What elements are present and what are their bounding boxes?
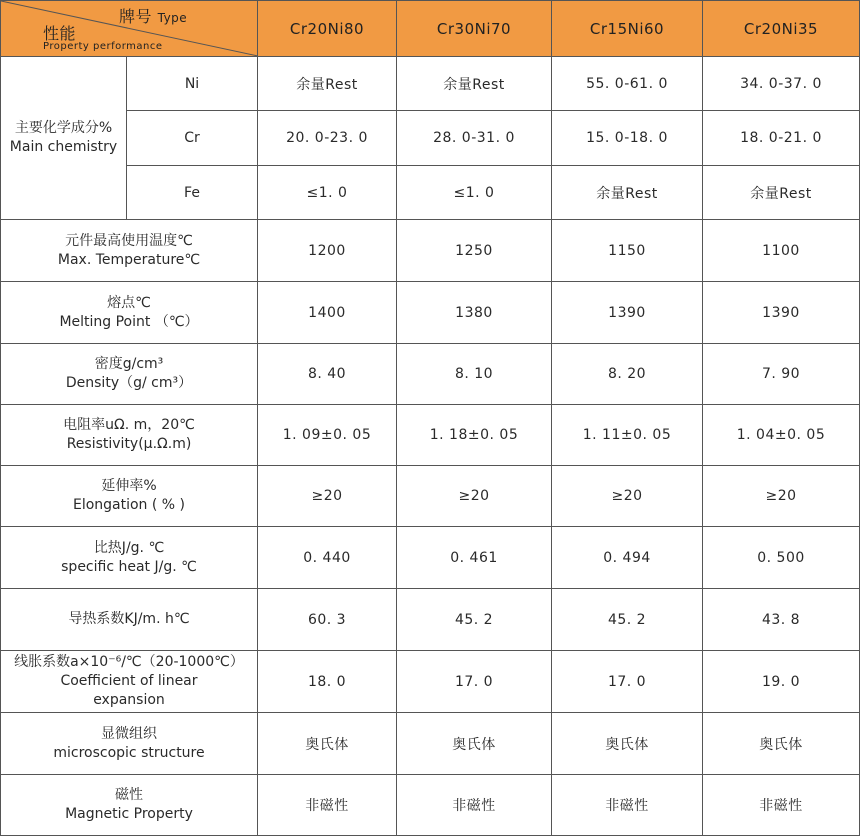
property-label: 线胀系数a×10⁻⁶/℃（20-1000℃） Coefficient of linear expansion — [1, 651, 258, 713]
chem-label-en: Main chemistry — [9, 139, 118, 155]
element-label: Fe — [127, 166, 258, 220]
table-cell: 非磁性 — [397, 775, 552, 836]
element-label: Cr — [127, 111, 258, 166]
table-row — [1, 166, 860, 220]
table-cell: 8. 20 — [552, 344, 703, 405]
table-cell: 20. 0-23. 0 — [258, 111, 397, 166]
table-row — [1, 527, 860, 589]
table-cell: ≥20 — [397, 466, 552, 527]
table-row — [1, 220, 860, 282]
property-label: 磁性 Magnetic Property — [1, 775, 258, 836]
table-row — [1, 405, 860, 466]
col-header-cr15ni60: Cr15Ni60 — [552, 1, 703, 57]
table-cell: 余量Rest — [552, 166, 703, 220]
table-row — [1, 344, 860, 405]
table-cell: ≤1. 0 — [397, 166, 552, 220]
col-header-cr30ni70: Cr30Ni70 — [397, 1, 552, 57]
table-row — [1, 466, 860, 527]
table-cell: 非磁性 — [703, 775, 860, 836]
property-label: 延伸率% Elongation ( % ) — [1, 466, 258, 527]
table-cell: 奥氏体 — [552, 713, 703, 775]
table-cell: ≥20 — [552, 466, 703, 527]
table-cell: 15. 0-18. 0 — [552, 111, 703, 166]
table-cell: 1200 — [258, 220, 397, 282]
table-cell: 奥氏体 — [397, 713, 552, 775]
table-cell: 0. 494 — [552, 527, 703, 589]
table-cell: 18. 0 — [258, 651, 397, 713]
property-label: 比热J/g. ℃ specific heat J/g. ℃ — [1, 527, 258, 589]
table-cell: 17. 0 — [552, 651, 703, 713]
table-cell: 17. 0 — [397, 651, 552, 713]
property-label: 熔点℃ Melting Point （℃） — [1, 282, 258, 344]
table-cell: 余量Rest — [397, 57, 552, 111]
table-cell: 1390 — [703, 282, 860, 344]
header-diagonal-cell — [1, 1, 258, 57]
table-cell: 0. 461 — [397, 527, 552, 589]
col-header-cr20ni80: Cr20Ni80 — [258, 1, 397, 57]
col-header-cr20ni35: Cr20Ni35 — [703, 1, 860, 57]
table-cell: 1390 — [552, 282, 703, 344]
property-label: 密度g/cm³ Density（g/ cm³） — [1, 344, 258, 405]
table-cell: ≥20 — [703, 466, 860, 527]
table-cell: 18. 0-21. 0 — [703, 111, 860, 166]
table-cell: 55. 0-61. 0 — [552, 57, 703, 111]
table-row — [1, 282, 860, 344]
table-cell: 1250 — [397, 220, 552, 282]
table-cell: 余量Rest — [703, 166, 860, 220]
table-cell: ≤1. 0 — [258, 166, 397, 220]
table-cell: 1. 09±0. 05 — [258, 405, 397, 466]
property-label: 元件最高使用温度℃ Max. Temperature℃ — [1, 220, 258, 282]
table-cell: 0. 500 — [703, 527, 860, 589]
table-cell: 1. 18±0. 05 — [397, 405, 552, 466]
table-row — [1, 651, 860, 713]
table-cell: 1150 — [552, 220, 703, 282]
table-cell: 非磁性 — [258, 775, 397, 836]
table-cell: 19. 0 — [703, 651, 860, 713]
table-cell: 1100 — [703, 220, 860, 282]
table-cell: 45. 2 — [397, 589, 552, 651]
table-cell: 8. 40 — [258, 344, 397, 405]
table-cell: 7. 90 — [703, 344, 860, 405]
chem-label-cn: 主要化学成分% — [14, 120, 113, 136]
property-label: 显微组织 microscopic structure — [1, 713, 258, 775]
table-cell: 8. 10 — [397, 344, 552, 405]
header-row — [1, 1, 860, 57]
table-cell: 1. 11±0. 05 — [552, 405, 703, 466]
type-label: 牌号 Type — [119, 7, 188, 26]
table-cell: 余量Rest — [258, 57, 397, 111]
table-cell: ≥20 — [258, 466, 397, 527]
table-row — [1, 589, 860, 651]
table-cell: 奥氏体 — [703, 713, 860, 775]
table-row — [1, 713, 860, 775]
table-row — [1, 775, 860, 836]
table-cell: 60. 3 — [258, 589, 397, 651]
property-label-cn: 性能 — [43, 24, 77, 43]
table-cell: 1380 — [397, 282, 552, 344]
table-cell: 奥氏体 — [258, 713, 397, 775]
table-cell: 1. 04±0. 05 — [703, 405, 860, 466]
table-row — [1, 57, 860, 111]
table-cell: 0. 440 — [258, 527, 397, 589]
table-cell: 非磁性 — [552, 775, 703, 836]
element-label: Ni — [127, 57, 258, 111]
property-label: 导热系数KJ/m. h℃ — [1, 589, 258, 651]
table-cell: 43. 8 — [703, 589, 860, 651]
table-cell: 1400 — [258, 282, 397, 344]
table-row — [1, 111, 860, 166]
property-label-en: Property performance — [43, 41, 163, 52]
table-cell: 28. 0-31. 0 — [397, 111, 552, 166]
property-label: 电阻率uΩ. m，20℃ Resistivity(μ.Ω.m) — [1, 405, 258, 466]
chem-label-cell — [1, 57, 127, 220]
table-cell: 34. 0-37. 0 — [703, 57, 860, 111]
table-cell: 45. 2 — [552, 589, 703, 651]
